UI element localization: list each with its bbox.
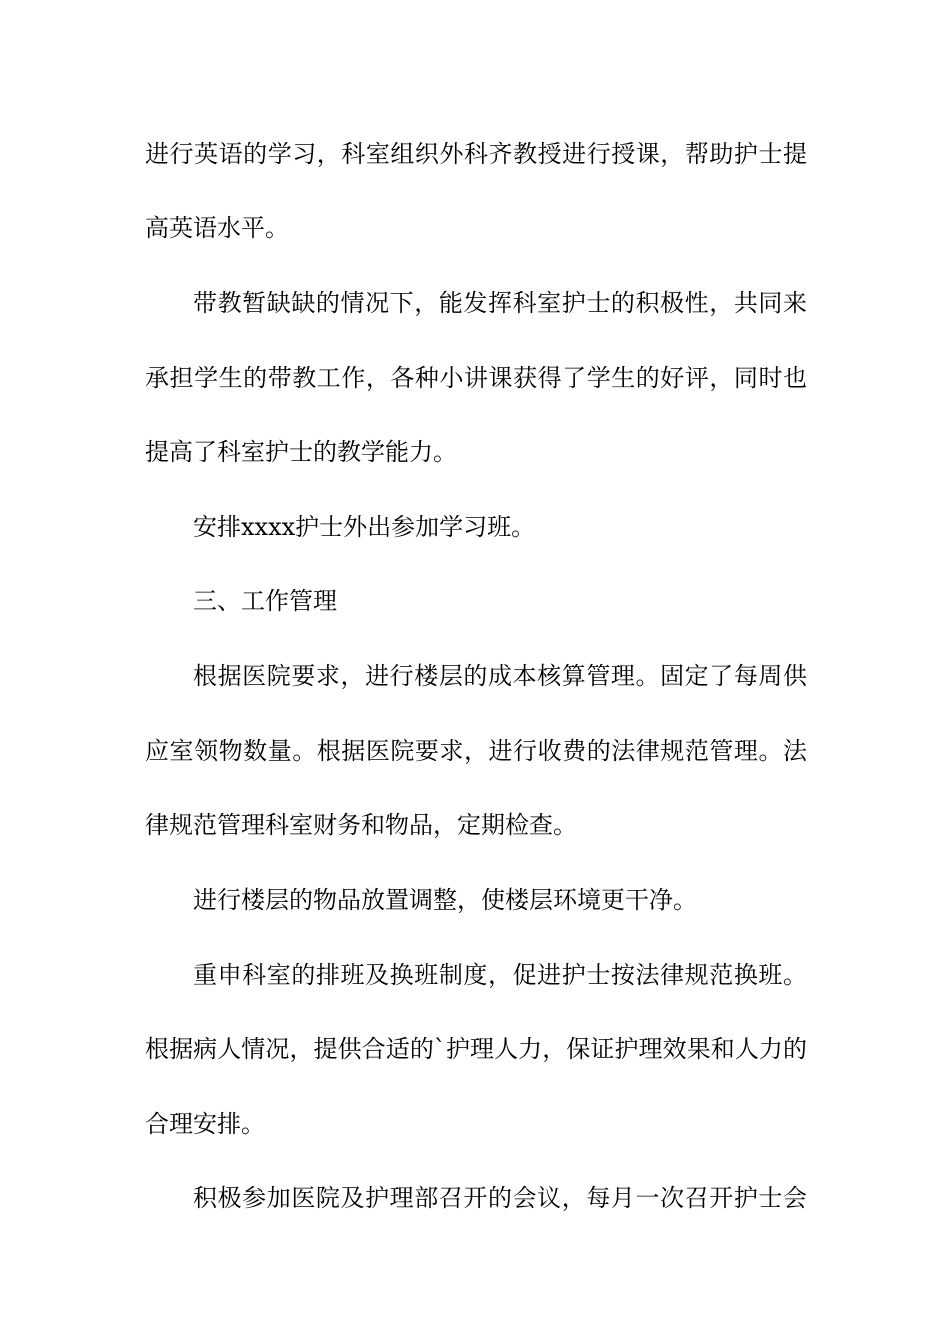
text-line-14: 合理安排。 bbox=[145, 1110, 265, 1138]
text-line-6: 安排xxxx护士外出参加学习班。 bbox=[193, 513, 536, 541]
text-line-15: 积极参加医院及护理部召开的会议，每月一次召开护士会 bbox=[193, 1184, 807, 1212]
text-line-1: 进行英语的学习，科室组织外科齐教授进行授课，帮助护士提 bbox=[145, 140, 807, 168]
text-line-13: 根据病人情况，提供合适的`护理人力，保证护理效果和人力的 bbox=[145, 1035, 807, 1063]
text-line-12: 重申科室的排班及换班制度，促进护士按法律规范换班。 bbox=[193, 961, 807, 989]
text-line-9: 应室领物数量。根据医院要求，进行收费的法律规范管理。法 bbox=[145, 737, 807, 765]
text-line-2: 高英语水平。 bbox=[145, 214, 289, 242]
text-line-5: 提高了科室护士的教学能力。 bbox=[145, 438, 457, 466]
text-line-11: 进行楼层的物品放置调整，使楼层环境更干净。 bbox=[193, 886, 697, 914]
text-line-4: 承担学生的带教工作，各种小讲课获得了学生的好评，同时也 bbox=[145, 364, 807, 392]
text-line-3: 带教暂缺缺的情况下，能发挥科室护士的积极性，共同来 bbox=[193, 289, 807, 317]
text-line-10: 律规范管理科室财务和物品，定期检查。 bbox=[145, 811, 577, 839]
text-line-8: 根据医院要求，进行楼层的成本核算管理。固定了每周供 bbox=[193, 662, 807, 690]
section-heading: 三、工作管理 bbox=[193, 587, 337, 615]
